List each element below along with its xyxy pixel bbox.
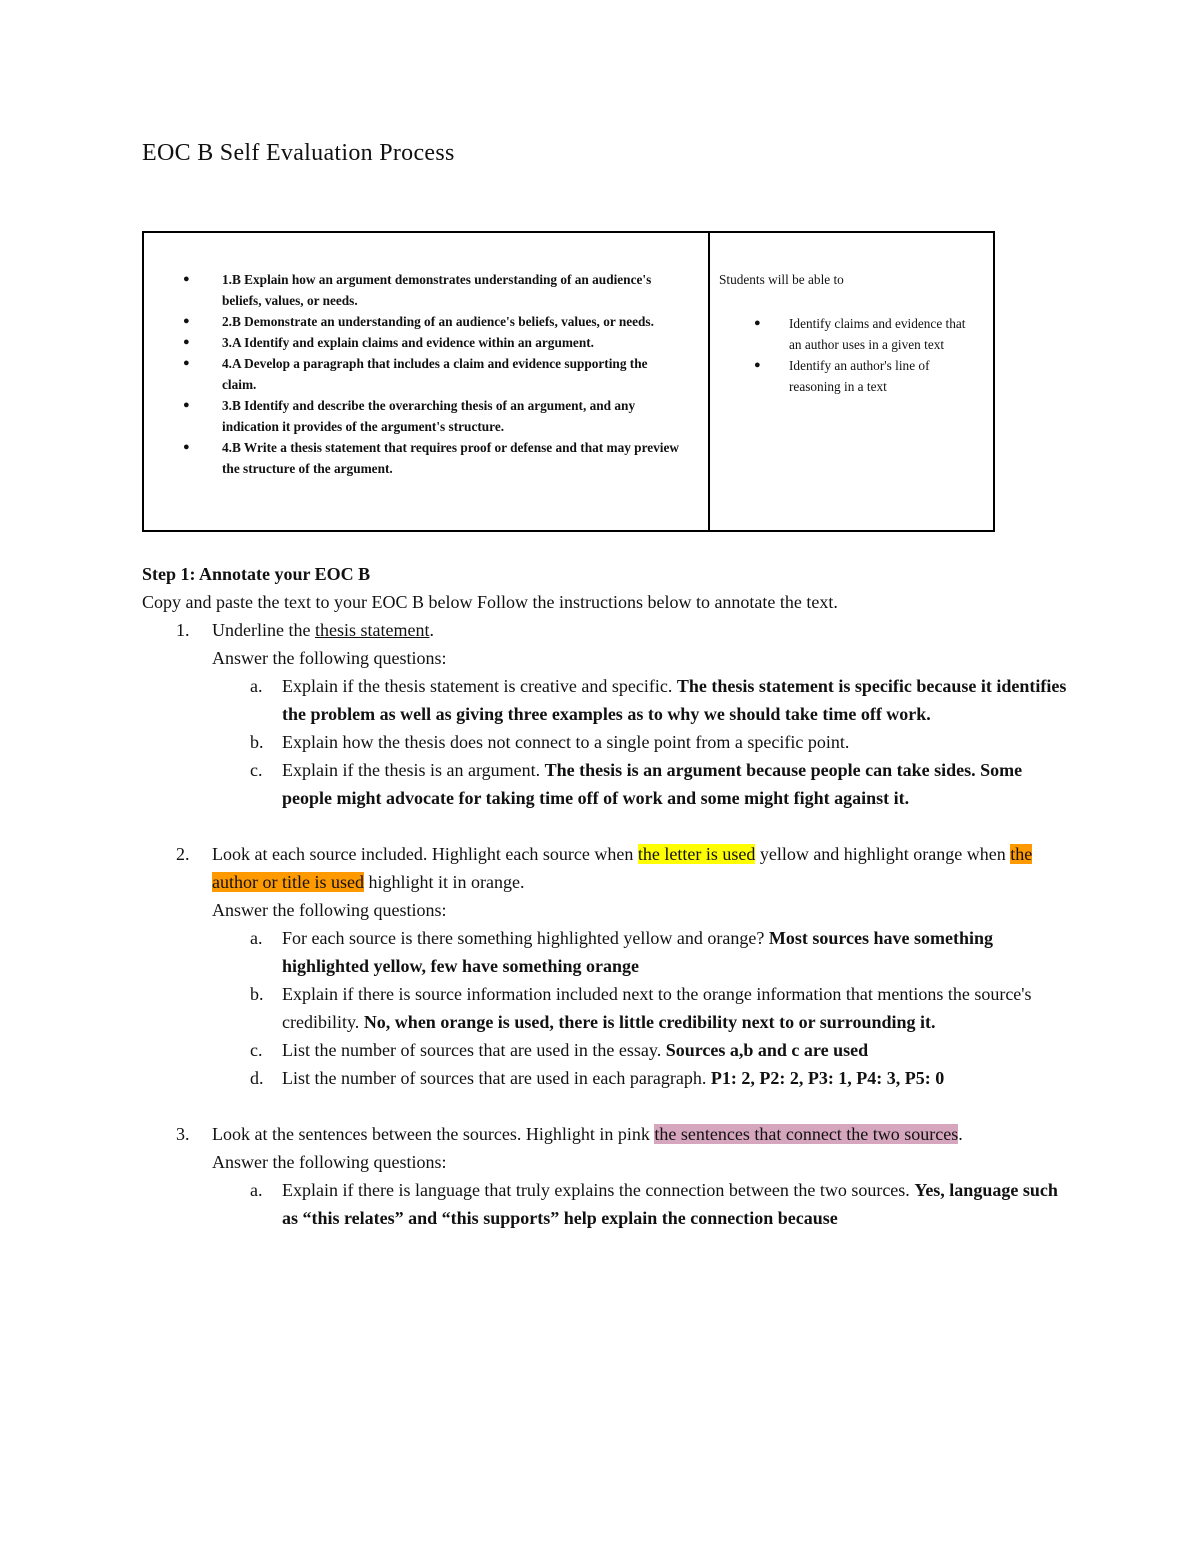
question-letter: b. (250, 984, 264, 1004)
learning-objectives-list (164, 269, 684, 479)
question-letter: d. (250, 1068, 264, 1088)
question-letter: b. (250, 732, 264, 752)
question-item: c. Explain if the thesis is an argument. The thesis is an argument because people can take sides. Some people might advocate for taking time off of work and some might fight against it. (142, 756, 1072, 812)
answer-text: The thesis is an argument because people can take sides. Some people might advocate for taking time off of work and some might fight against it. (282, 760, 1023, 808)
student-goals-list (748, 313, 978, 397)
pink-highlight: the sentences that connect the two sources (654, 1124, 959, 1144)
objective-item: ● 4.A Develop a paragraph that includes a claim and evidence supporting the claim. (164, 353, 684, 395)
bullet-icon: ● (183, 336, 190, 348)
bullet-icon: ● (183, 399, 190, 411)
question-letter: c. (250, 760, 263, 780)
step1-section (142, 560, 1072, 1232)
answer-prompt: Answer the following questions: (212, 648, 447, 668)
step-instructions: Copy and paste the text to your EOC B below Follow the instructions below to annotate the text. (142, 592, 838, 612)
answer-text: Sources a,b and c are used (665, 1040, 869, 1060)
answer-text: Yes, language such as “this relates” and “this supports” help explain the connection because (282, 1180, 1058, 1228)
student-goals-intro: Students will be able to (719, 272, 844, 287)
bullet-icon: ● (183, 357, 190, 369)
bullet-icon: ● (754, 317, 761, 329)
goal-item: ● Identify an author's line of reasoning in a text (748, 355, 978, 397)
objective-item: ● 3.B Identify and describe the overarching thesis of an argument, and any indication it provides of the argument's structure. (164, 395, 684, 437)
question-item: c. List the number of sources that are used in the essay. Sources a,b and c are used (142, 1036, 1072, 1064)
bullet-icon: ● (754, 359, 761, 371)
objective-item: ● 1.B Explain how an argument demonstrates understanding of an audience's beliefs, values, or needs. (164, 269, 684, 311)
question-item: a. For each source is there something highlighted yellow and orange? Most sources have something highlighted yellow, few have something orange (142, 924, 1072, 980)
thesis-underline: thesis statement (314, 620, 430, 640)
goal-item: ● Identify claims and evidence that an author uses in a given text (748, 313, 978, 355)
instruction-item-2: 2. Look at each source included. Highlight each source when the letter is used yellow and highlight orange when the author or title is used highlight it in orange. (142, 840, 1072, 896)
item-number: 1. (176, 620, 190, 640)
question-item: d. List the number of sources that are used in each paragraph. P1: 2, P2: 2, P3: 1, P4: 3, P5: 0 (142, 1064, 1072, 1092)
answer-text: P1: 2, P2: 2, P3: 1, P4: 3, P5: 0 (710, 1068, 945, 1088)
question-letter: a. (250, 676, 263, 696)
objectives-table (142, 231, 995, 532)
question-item: a. Explain if there is language that truly explains the connection between the two sources. Yes, language such as “this relates” and “this supports” help explain the connection because (142, 1176, 1072, 1232)
instruction-item-3: 3. Look at the sentences between the sources. Highlight in pink the sentences that connect the two sources. (142, 1120, 1072, 1148)
item-number: 2. (176, 844, 190, 864)
step-heading: Step 1: Annotate your EOC B (142, 564, 371, 584)
bullet-icon: ● (183, 441, 190, 453)
objective-item: ● 4.B Write a thesis statement that requires proof or defense and that may preview the structure of the argument. (164, 437, 684, 479)
question-letter: a. (250, 928, 263, 948)
question-item: b. Explain how the thesis does not connect to a single point from a specific point. (142, 728, 1072, 756)
answer-text: The thesis statement is specific because it identifies the problem as well as giving three examples as to why we should take time off work. (282, 676, 1067, 724)
bullet-icon: ● (183, 315, 190, 327)
objective-item: ● 3.A Identify and explain claims and evidence within an argument. (164, 332, 684, 353)
page-title: EOC B Self Evaluation Process (142, 140, 455, 166)
item-number: 3. (176, 1124, 190, 1144)
answer-prompt: Answer the following questions: (212, 900, 447, 920)
yellow-highlight: the letter is used (637, 844, 756, 864)
question-letter: c. (250, 1040, 263, 1060)
bullet-icon: ● (183, 273, 190, 285)
answer-text: Most sources have something highlighted yellow, few have something orange (282, 928, 994, 976)
question-item: a. Explain if the thesis statement is creative and specific. The thesis statement is specific because it identifies the problem as well as giving three examples as to why we should take time off work. (142, 672, 1072, 728)
instruction-item-1: 1. Underline the thesis statement. (142, 616, 1072, 644)
student-goals-cell (710, 233, 993, 530)
answer-prompt: Answer the following questions: (212, 1152, 447, 1172)
objective-item: ● 2.B Demonstrate an understanding of an audience's beliefs, values, or needs. (164, 311, 684, 332)
answer-text: No, when orange is used, there is little credibility next to or surrounding it. (363, 1012, 936, 1032)
learning-objectives-cell (144, 233, 710, 530)
question-item: b. Explain if there is source information included next to the orange information that mentions the source's credibility. No, when orange is used, there is little credibility next to or surrounding it. (142, 980, 1072, 1036)
orange-highlight: the author or title is used (212, 844, 1033, 892)
question-letter: a. (250, 1180, 263, 1200)
